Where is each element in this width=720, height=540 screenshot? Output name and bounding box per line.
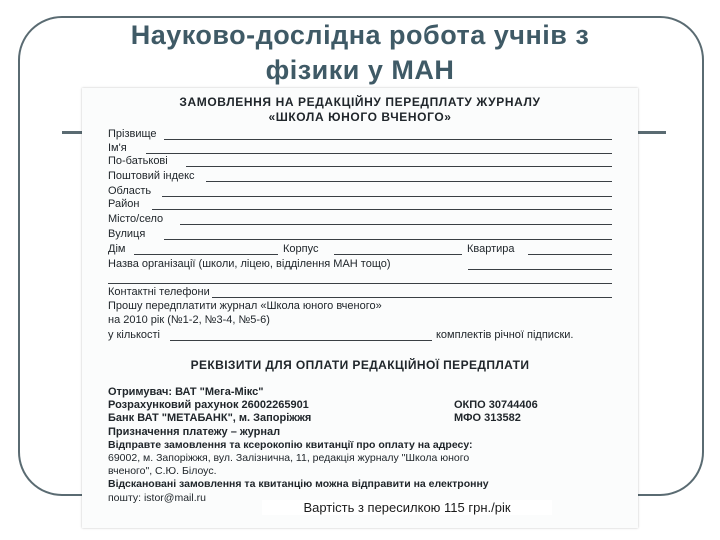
field-postcode: Поштовий індекс — [108, 170, 195, 182]
price-caption: Вартість з пересилкою 115 грн./рік — [262, 500, 552, 515]
field-surname: Прізвище — [108, 128, 157, 140]
field-line — [468, 269, 612, 270]
field-line — [206, 181, 612, 182]
left-divider — [62, 131, 84, 134]
bank: Банк ВАТ "МЕТАБАНК", м. Запоріжжя — [108, 412, 312, 424]
request-line2: на 2010 рік (№1-2, №3-4, №5-6) — [108, 314, 270, 326]
field-line — [152, 209, 612, 210]
recipient: Отримувач: ВАТ "Мега-Мікс" — [108, 386, 264, 398]
field-line — [212, 297, 612, 298]
form-heading — [82, 95, 638, 125]
field-line — [170, 340, 432, 341]
field-district: Район — [108, 198, 140, 210]
field-line — [162, 196, 612, 197]
send-line3: вченого", С.Ю. Білоус. — [108, 465, 217, 477]
field-line — [334, 254, 462, 255]
field-name: Ім'я — [108, 142, 127, 154]
right-divider — [636, 131, 666, 134]
quantity-prefix: у кількості — [108, 329, 160, 341]
requisites-title: РЕКВІЗИТИ ДЛЯ ОПЛАТИ РЕДАКЦІЙНОЇ ПЕРЕДПЛАТИ — [190, 358, 530, 372]
form-heading-line2: «ШКОЛА ЮНОГО ВЧЕНОГО» — [268, 110, 452, 124]
field-street: Вулиця — [108, 228, 146, 240]
slide-title — [90, 18, 630, 88]
field-region: Область — [108, 185, 152, 197]
field-line — [108, 283, 612, 284]
field-city: Місто/село — [108, 213, 164, 225]
field-line — [164, 239, 612, 240]
field-apartment: Квартира — [467, 243, 515, 255]
mfo: МФО 313582 — [454, 412, 521, 424]
send-line1: Відправте замовлення та ксерокопію квитанції про оплату на адресу: — [108, 439, 473, 451]
slide-title-line2: фізики у МАН — [265, 55, 455, 85]
request-line1: Прошу передплатити журнал «Школа юного вченого» — [108, 300, 382, 312]
field-organization: Назва організації (школи, ліцею, відділення МАН тощо) — [108, 258, 391, 270]
field-line — [528, 254, 612, 255]
scan-line2: пошту: istor@mail.ru — [108, 492, 206, 504]
field-house: Дім — [108, 243, 126, 255]
slide-title-line1: Науково-дослідна робота учнів з — [130, 20, 590, 50]
scan-line1: Відскановані замовлення та квитанцію можна відправити на електронну — [108, 478, 489, 490]
order-form-photo — [82, 88, 638, 528]
field-line — [134, 254, 278, 255]
field-line — [180, 224, 612, 225]
account: Розрахунковий рахунок 26002265901 — [108, 399, 309, 411]
okpo: ОКПО 30744406 — [454, 399, 538, 411]
form-heading-line1: ЗАМОВЛЕННЯ НА РЕДАКЦІЙНУ ПЕРЕДПЛАТУ ЖУРНАЛУ — [179, 95, 541, 109]
send-line2: 69002, м. Запоріжжя, вул. Залізнична, 11, редакція журналу "Школа юного — [108, 452, 470, 464]
purpose: Призначення платежу – журнал — [108, 426, 281, 438]
field-building: Корпус — [283, 243, 319, 255]
quantity-suffix: комплектів річної підписки. — [436, 329, 574, 341]
field-line — [164, 139, 612, 140]
field-line — [146, 153, 612, 154]
field-line — [186, 166, 612, 167]
field-phones: Контактні телефони — [108, 286, 210, 298]
field-patronymic: По-батькові — [108, 155, 168, 167]
